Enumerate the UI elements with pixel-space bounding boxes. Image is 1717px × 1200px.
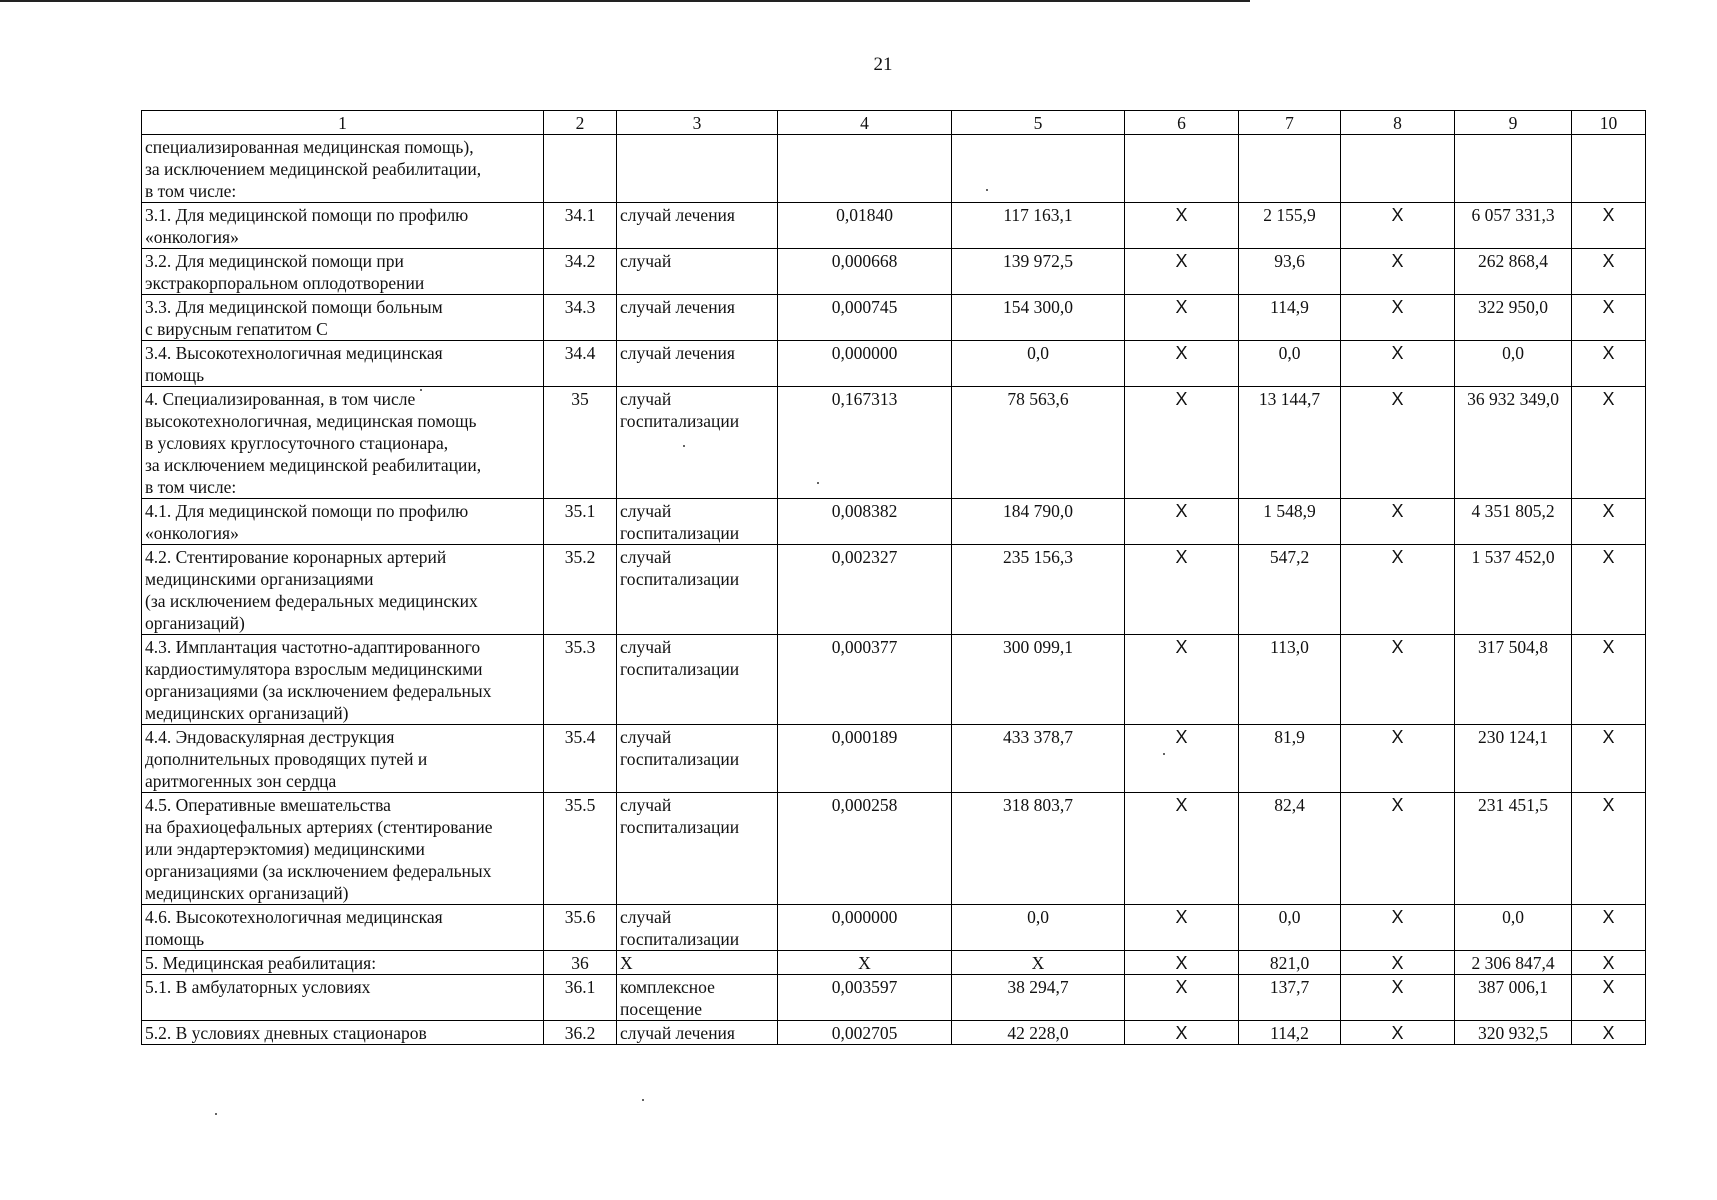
column-8-cell: X: [1341, 545, 1455, 635]
unit-cell: случай госпитализации: [617, 387, 778, 499]
row-code-cell: 34.2: [544, 249, 617, 295]
row-label-cell: 4.4. Эндоваскулярная деструкция дополнительных проводящих путей и аритмогенных зон сердца: [142, 725, 544, 793]
unit-cell: случай лечения: [617, 341, 778, 387]
norm-cell: 0,000189: [778, 725, 952, 793]
row-label-cell: 4.3. Имплантация частотно-адаптированного кардиостимулятора взрослым медицинскими организациями (за исключением федеральных медицинских организаций): [142, 635, 544, 725]
table-row: [142, 499, 1646, 545]
cost-cell: 0,0: [952, 905, 1125, 951]
norm-cell: 0,003597: [778, 975, 952, 1021]
norm-cell: 0,000745: [778, 295, 952, 341]
row-code-cell: 36.2: [544, 1021, 617, 1045]
table-row: [142, 545, 1646, 635]
row-code-cell: 35: [544, 387, 617, 499]
column-10-cell: X: [1572, 545, 1646, 635]
column-9-cell: 2 306 847,4: [1455, 951, 1572, 975]
scan-speck: [215, 1113, 217, 1115]
cost-cell: 42 228,0: [952, 1021, 1125, 1045]
header-cell: 4: [778, 111, 952, 135]
column-8-cell: X: [1341, 905, 1455, 951]
row-code-cell: 35.4: [544, 725, 617, 793]
row-label-cell: 3.1. Для медицинской помощи по профилю «онкология»: [142, 203, 544, 249]
norm-cell: [778, 135, 952, 203]
row-code-cell: 34.3: [544, 295, 617, 341]
column-6-cell: X: [1125, 793, 1239, 905]
row-code-cell: 35.3: [544, 635, 617, 725]
cost-cell: 117 163,1: [952, 203, 1125, 249]
column-7-cell: 93,6: [1239, 249, 1341, 295]
row-label-cell: 4.5. Оперативные вмешательства на брахиоцефальных артериях (стентирование или эндартерэктомия) медицинскими организациями (за исключением федеральных медицинских организаций): [142, 793, 544, 905]
cost-cell: 38 294,7: [952, 975, 1125, 1021]
row-code-cell: 34.4: [544, 341, 617, 387]
cost-cell: [952, 135, 1125, 203]
column-8-cell: X: [1341, 499, 1455, 545]
norm-cell: 0,008382: [778, 499, 952, 545]
column-6-cell: X: [1125, 1021, 1239, 1045]
column-10-cell: X: [1572, 725, 1646, 793]
column-10-cell: X: [1572, 203, 1646, 249]
column-9-cell: 230 124,1: [1455, 725, 1572, 793]
row-code-cell: 34.1: [544, 203, 617, 249]
column-9-cell: [1455, 135, 1572, 203]
column-7-cell: 821,0: [1239, 951, 1341, 975]
column-7-cell: 0,0: [1239, 905, 1341, 951]
row-label-cell: 3.2. Для медицинской помощи при экстракорпоральном оплодотворении: [142, 249, 544, 295]
top-border-line: [0, 0, 1250, 2]
column-9-cell: 36 932 349,0: [1455, 387, 1572, 499]
column-6-cell: X: [1125, 295, 1239, 341]
column-7-cell: 13 144,7: [1239, 387, 1341, 499]
column-7-cell: 113,0: [1239, 635, 1341, 725]
column-6-cell: X: [1125, 249, 1239, 295]
column-7-cell: 82,4: [1239, 793, 1341, 905]
header-cell: 9: [1455, 111, 1572, 135]
header-cell: 6: [1125, 111, 1239, 135]
unit-cell: случай госпитализации: [617, 905, 778, 951]
table-row: [142, 635, 1646, 725]
column-9-cell: 231 451,5: [1455, 793, 1572, 905]
column-7-cell: [1239, 135, 1341, 203]
scan-speck: [420, 389, 422, 391]
table-row: [142, 203, 1646, 249]
table-row: [142, 725, 1646, 793]
header-cell: 3: [617, 111, 778, 135]
data-table: [141, 110, 1646, 1045]
table-row: [142, 341, 1646, 387]
unit-cell: случай лечения: [617, 1021, 778, 1045]
column-10-cell: X: [1572, 387, 1646, 499]
cost-cell: 300 099,1: [952, 635, 1125, 725]
cost-cell: 139 972,5: [952, 249, 1125, 295]
column-7-cell: 1 548,9: [1239, 499, 1341, 545]
column-8-cell: X: [1341, 1021, 1455, 1045]
column-10-cell: X: [1572, 905, 1646, 951]
row-code-cell: 35.1: [544, 499, 617, 545]
column-6-cell: X: [1125, 499, 1239, 545]
column-10-cell: X: [1572, 341, 1646, 387]
column-6-cell: [1125, 135, 1239, 203]
column-8-cell: X: [1341, 635, 1455, 725]
column-9-cell: 262 868,4: [1455, 249, 1572, 295]
unit-cell: X: [617, 951, 778, 975]
column-9-cell: 387 006,1: [1455, 975, 1572, 1021]
unit-cell: случай госпитализации: [617, 793, 778, 905]
column-6-cell: X: [1125, 341, 1239, 387]
row-label-cell: 4.6. Высокотехнологичная медицинская помощь: [142, 905, 544, 951]
norm-cell: 0,167313: [778, 387, 952, 499]
table-row: [142, 793, 1646, 905]
column-8-cell: X: [1341, 203, 1455, 249]
cost-cell: 184 790,0: [952, 499, 1125, 545]
column-10-cell: X: [1572, 249, 1646, 295]
column-6-cell: X: [1125, 203, 1239, 249]
row-label-cell: 4.2. Стентирование коронарных артерий медицинскими организациями (за исключением федеральных медицинских организаций): [142, 545, 544, 635]
column-7-cell: 0,0: [1239, 341, 1341, 387]
table-row: [142, 905, 1646, 951]
column-8-cell: X: [1341, 725, 1455, 793]
scan-speck: [1163, 753, 1165, 755]
norm-cell: 0,000000: [778, 341, 952, 387]
column-10-cell: X: [1572, 499, 1646, 545]
row-code-cell: [544, 135, 617, 203]
unit-cell: случай: [617, 249, 778, 295]
row-label-cell: 5.1. В амбулаторных условиях: [142, 975, 544, 1021]
norm-cell: 0,000377: [778, 635, 952, 725]
row-label-cell: 4. Специализированная, в том числе высокотехнологичная, медицинская помощь в условиях круглосуточного стационара, за исключением медицинской реабилитации, в том числе:: [142, 387, 544, 499]
scan-speck: [817, 482, 819, 484]
column-7-cell: 137,7: [1239, 975, 1341, 1021]
column-9-cell: 322 950,0: [1455, 295, 1572, 341]
row-label-cell: 3.3. Для медицинской помощи больным с вирусным гепатитом С: [142, 295, 544, 341]
header-cell: 5: [952, 111, 1125, 135]
page-number: 21: [873, 54, 893, 75]
column-7-cell: 547,2: [1239, 545, 1341, 635]
table-row: [142, 295, 1646, 341]
table-row: [142, 975, 1646, 1021]
norm-cell: 0,000668: [778, 249, 952, 295]
unit-cell: [617, 135, 778, 203]
header-cell: 8: [1341, 111, 1455, 135]
column-9-cell: 317 504,8: [1455, 635, 1572, 725]
column-8-cell: X: [1341, 387, 1455, 499]
header-cell: 2: [544, 111, 617, 135]
column-9-cell: 4 351 805,2: [1455, 499, 1572, 545]
column-6-cell: X: [1125, 905, 1239, 951]
norm-cell: 0,002705: [778, 1021, 952, 1045]
unit-cell: случай госпитализации: [617, 725, 778, 793]
column-7-cell: 114,9: [1239, 295, 1341, 341]
table-row: [142, 135, 1646, 203]
row-code-cell: 35.6: [544, 905, 617, 951]
column-9-cell: 0,0: [1455, 341, 1572, 387]
unit-cell: случай лечения: [617, 203, 778, 249]
column-9-cell: 0,0: [1455, 905, 1572, 951]
row-code-cell: 36: [544, 951, 617, 975]
norm-cell: X: [778, 951, 952, 975]
column-10-cell: X: [1572, 635, 1646, 725]
column-9-cell: 1 537 452,0: [1455, 545, 1572, 635]
cost-cell: 318 803,7: [952, 793, 1125, 905]
row-code-cell: 35.5: [544, 793, 617, 905]
column-6-cell: X: [1125, 951, 1239, 975]
column-9-cell: 320 932,5: [1455, 1021, 1572, 1045]
column-10-cell: X: [1572, 793, 1646, 905]
column-6-cell: X: [1125, 975, 1239, 1021]
table-row: [142, 249, 1646, 295]
unit-cell: комплексное посещение: [617, 975, 778, 1021]
header-cell: 1: [142, 111, 544, 135]
row-label-cell: 5. Медицинская реабилитация:: [142, 951, 544, 975]
row-label-cell: 4.1. Для медицинской помощи по профилю «онкология»: [142, 499, 544, 545]
row-label-cell: 5.2. В условиях дневных стационаров: [142, 1021, 544, 1045]
cost-cell: 154 300,0: [952, 295, 1125, 341]
column-8-cell: X: [1341, 249, 1455, 295]
scan-speck: [683, 445, 685, 447]
unit-cell: случай госпитализации: [617, 499, 778, 545]
column-6-cell: X: [1125, 545, 1239, 635]
column-10-cell: X: [1572, 975, 1646, 1021]
scan-speck: [986, 189, 988, 191]
column-7-cell: 81,9: [1239, 725, 1341, 793]
unit-cell: случай госпитализации: [617, 545, 778, 635]
column-10-cell: X: [1572, 1021, 1646, 1045]
column-6-cell: X: [1125, 725, 1239, 793]
cost-cell: 0,0: [952, 341, 1125, 387]
column-7-cell: 2 155,9: [1239, 203, 1341, 249]
cost-cell: 433 378,7: [952, 725, 1125, 793]
norm-cell: 0,002327: [778, 545, 952, 635]
column-8-cell: X: [1341, 295, 1455, 341]
column-10-cell: X: [1572, 951, 1646, 975]
column-9-cell: 6 057 331,3: [1455, 203, 1572, 249]
table-row: [142, 951, 1646, 975]
table-row: [142, 1021, 1646, 1045]
column-10-cell: X: [1572, 295, 1646, 341]
column-8-cell: X: [1341, 975, 1455, 1021]
norm-cell: 0,000000: [778, 905, 952, 951]
column-number-row: [142, 111, 1646, 135]
header-cell: 10: [1572, 111, 1646, 135]
scan-speck: [642, 1099, 644, 1101]
row-label-cell: специализированная медицинская помощь), за исключением медицинской реабилитации, в том числе:: [142, 135, 544, 203]
cost-cell: 78 563,6: [952, 387, 1125, 499]
norm-cell: 0,000258: [778, 793, 952, 905]
column-6-cell: X: [1125, 635, 1239, 725]
column-8-cell: X: [1341, 341, 1455, 387]
column-8-cell: X: [1341, 793, 1455, 905]
table-row: [142, 387, 1646, 499]
column-8-cell: [1341, 135, 1455, 203]
row-code-cell: 35.2: [544, 545, 617, 635]
cost-cell: 235 156,3: [952, 545, 1125, 635]
column-8-cell: X: [1341, 951, 1455, 975]
column-10-cell: [1572, 135, 1646, 203]
norm-cell: 0,01840: [778, 203, 952, 249]
unit-cell: случай госпитализации: [617, 635, 778, 725]
header-cell: 7: [1239, 111, 1341, 135]
row-label-cell: 3.4. Высокотехнологичная медицинская помощь: [142, 341, 544, 387]
unit-cell: случай лечения: [617, 295, 778, 341]
column-6-cell: X: [1125, 387, 1239, 499]
cost-cell: X: [952, 951, 1125, 975]
row-code-cell: 36.1: [544, 975, 617, 1021]
column-7-cell: 114,2: [1239, 1021, 1341, 1045]
